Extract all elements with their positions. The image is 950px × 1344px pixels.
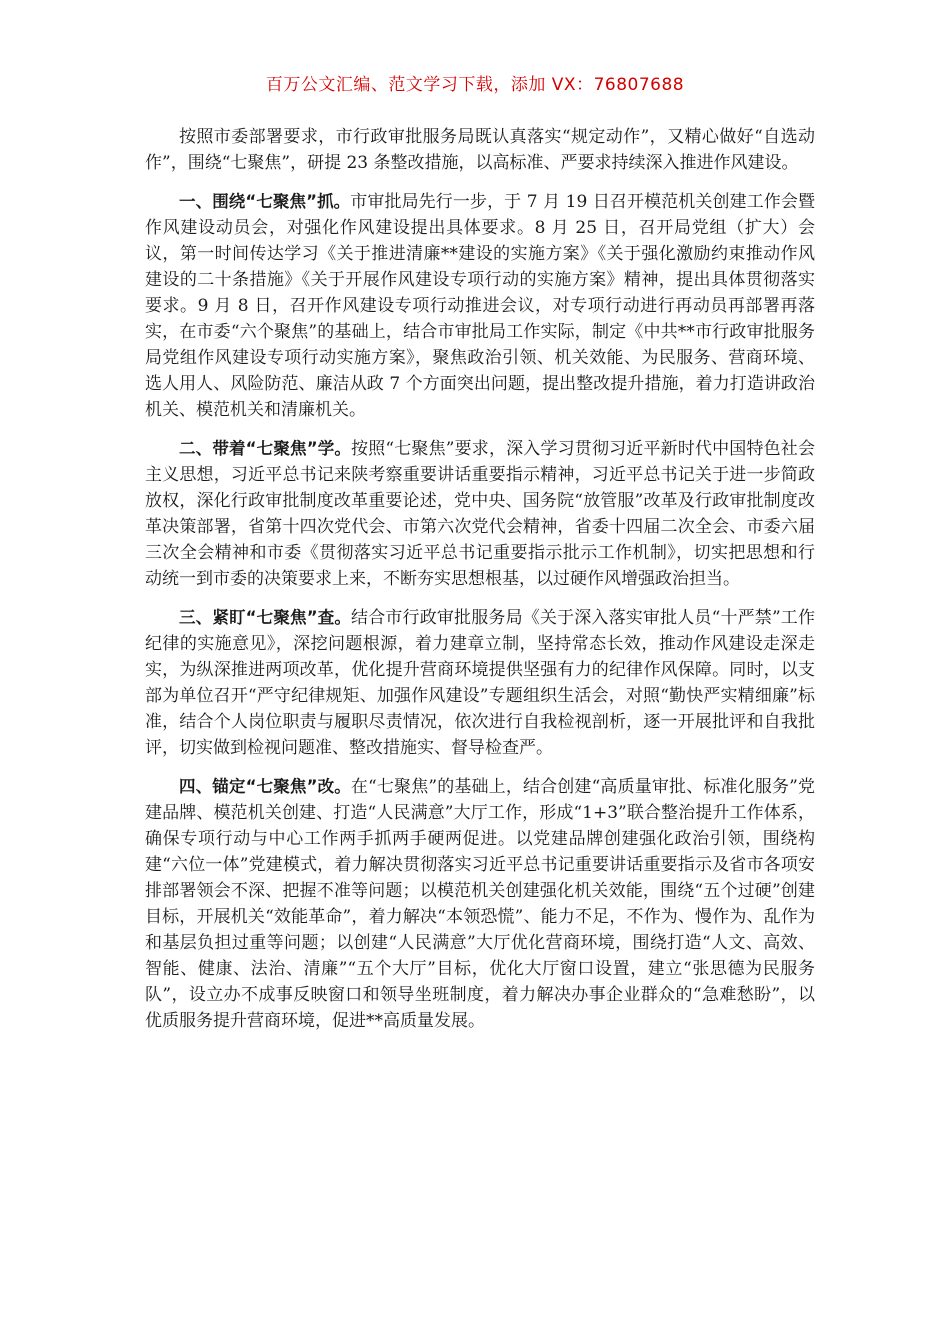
section-paragraph-3	[145, 605, 815, 761]
section-heading-3: 三、紧盯“七聚焦”查。	[179, 608, 352, 627]
document-body	[145, 124, 815, 1047]
section-text-1: 市审批局先行一步，于 7 月 19 日召开模范机关创建工作会暨作风建设动员会，对强化作风建设提出具体要求。8 月 25 日，召开局党组（扩大）会议，第一时间传达学习《关于推进清廉**建设的实施方案》《关于强化激励约束推动作风建设的二十条措施》《关于开展作风建设专项行动的实施方案》精神，提出具体贯彻落实要求。9 月 8 日，召开作风建设专项行动推进会议，对专项行动进行再动员再部署再落实，在市委“六个聚焦”的基础上，结合市审批局工作实际，制定《中共**市行政审批服务局党组作风建设专项行动实施方案》，聚焦政治引领、机关效能、为民服务、营商环境、选人用人、风险防范、廉洁从政 7 个方面突出问题，提出整改提升措施，着力打造讲政治机关、模范机关和清廉机关。	[145, 192, 815, 420]
section-paragraph-4	[145, 774, 815, 1034]
intro-paragraph: 按照市委部署要求，市行政审批服务局既认真落实“规定动作”，又精心做好“自选动作”，围绕“七聚焦”，研提 23 条整改措施，以高标准、严要求持续深入推进作风建设。	[145, 127, 815, 173]
section-heading-4: 四、锚定“七聚焦”改。	[179, 777, 351, 796]
section-text-2: 按照“七聚焦”要求，深入学习贯彻习近平新时代中国特色社会主义思想，习近平总书记来陕考察重要讲话重要指示精神，习近平总书记关于进一步简政放权，深化行政审批制度改革重要论述，党中央、国务院“放管服”改革及行政审批制度改革决策部署，省第十四次党代会、市第六次党代会精神，省委十四届二次全会、市委六届三次全会精神和市委《贯彻落实习近平总书记重要指示批示工作机制》，切实把思想和行动统一到市委的决策要求上来，不断夯实思想根基，以过硬作风增强政治担当。	[145, 439, 815, 589]
section-heading-2: 二、带着“七聚焦”学。	[179, 439, 352, 458]
section-paragraph-1	[145, 189, 815, 423]
section-text-3: 结合市行政审批服务局《关于深入落实审批人员“十严禁”工作纪律的实施意见》，深挖问题根源，着力建章立制，坚持常态长效，推动作风建设走深走实，为纵深推进两项改革，优化提升营商环境提供坚强有力的纪律作风保障。同时，以支部为单位召开“严守纪律规矩、加强作风建设”专题组织生活会，对照“勤快严实精细廉”标准，结合个人岗位职责与履职尽责情况，依次进行自我检视剖析，逐一开展批评和自我批评，切实做到检视问题准、整改措施实、督导检查严。	[145, 608, 815, 758]
section-text-4: 在“七聚焦”的基础上，结合创建“高质量审批、标准化服务”党建品牌、模范机关创建、打造“人民满意”大厅工作，形成“1+3”联合整治提升工作体系，确保专项行动与中心工作两手抓两手硬两促进。以党建品牌创建强化政治引领，围绕构建“六位一体”党建模式，着力解决贯彻落实习近平总书记重要讲话重要指示及省市各项安排部署领会不深、把握不准等问题；以模范机关创建强化机关效能，围绕“五个过硬”创建目标，开展机关“效能革命”，着力解决“本领恐慌”、能力不足，不作为、慢作为、乱作为和基层负担过重等问题；以创建“人民满意”大厅优化营商环境，围绕打造“人文、高效、智能、健康、法治、清廉”“五个大厅”目标，优化大厅窗口设置，建立“张思德为民服务队”，设立办不成事反映窗口和领导坐班制度，着力解决办事企业群众的“急难愁盼”，以优质服务提升营商环境，促进**高质量发展。	[145, 777, 815, 1031]
section-paragraph-2	[145, 436, 815, 592]
header-banner: 百万公文汇编、范文学习下载，添加 VX：76807688	[265, 75, 685, 95]
section-heading-1: 一、围绕“七聚焦”抓。	[179, 192, 351, 211]
